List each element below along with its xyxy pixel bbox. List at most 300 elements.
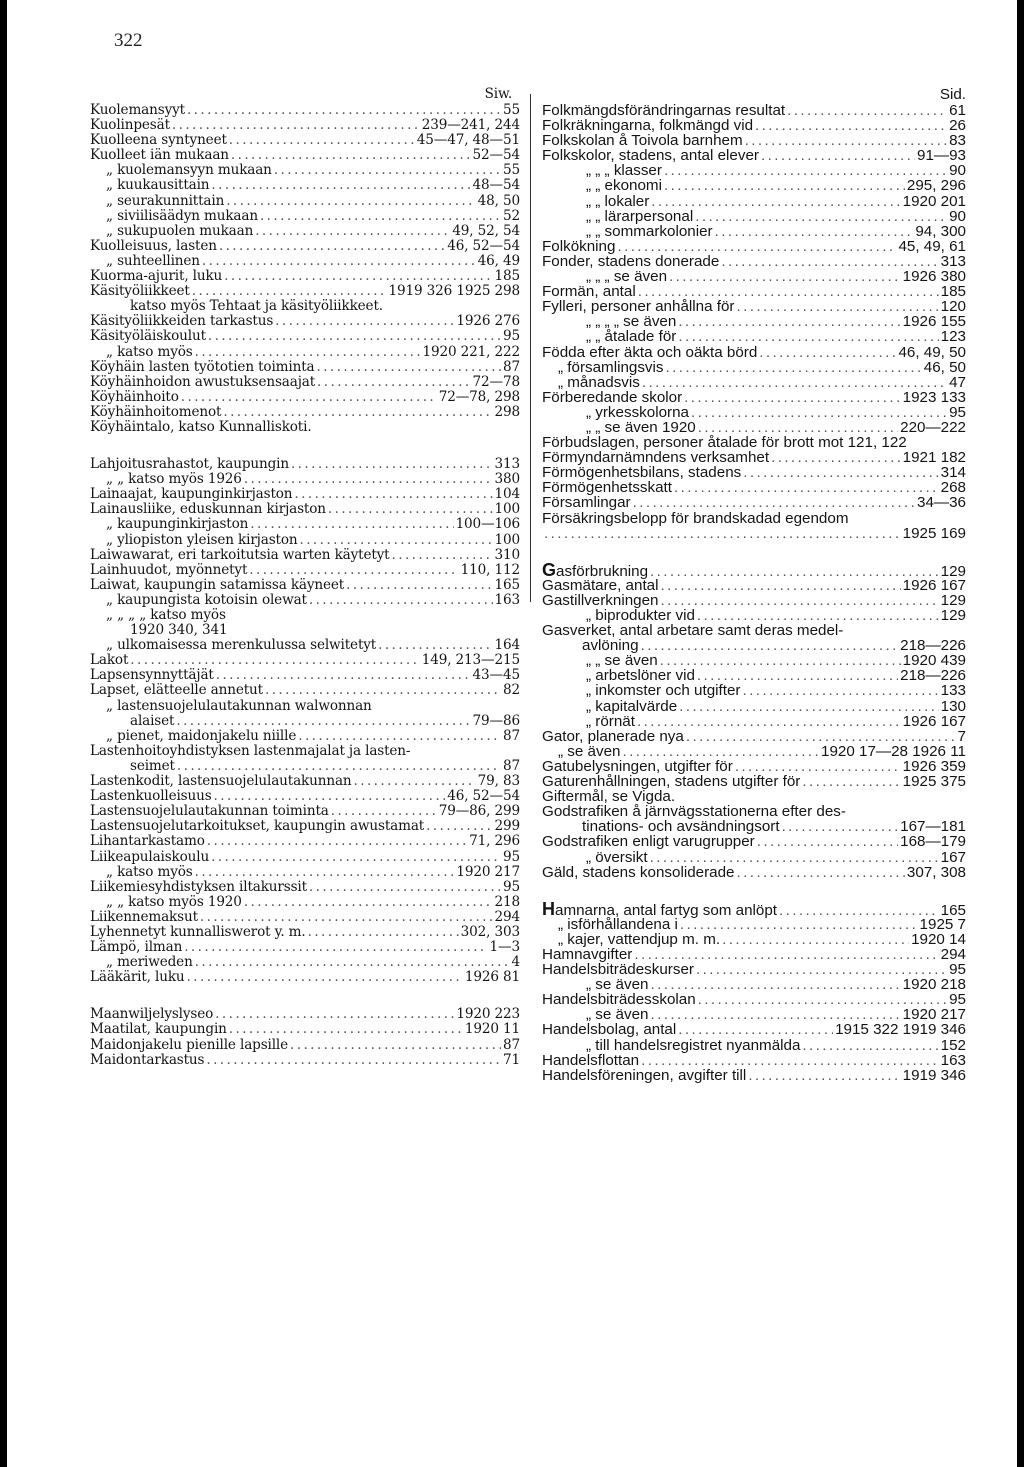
dot-leader xyxy=(680,917,918,932)
page-reference: 100 xyxy=(494,501,520,518)
page-reference: 163 xyxy=(940,1051,966,1069)
entry-term: Maatilat, kaupungin xyxy=(90,1021,227,1038)
page-reference: 95 xyxy=(503,848,520,865)
dot-leader xyxy=(298,729,501,744)
index-entry xyxy=(542,133,966,148)
page-reference: 46, 50 xyxy=(923,358,966,376)
index-entry xyxy=(90,178,520,193)
dot-leader xyxy=(299,533,492,548)
entry-term: Lastenkuolleisuus xyxy=(90,788,212,805)
page-reference: 130 xyxy=(940,697,966,715)
dot-leader xyxy=(200,910,493,925)
page-reference: 4 xyxy=(511,954,520,971)
index-entry xyxy=(90,759,520,774)
dot-leader xyxy=(211,178,470,193)
entry-term: Formän, antal xyxy=(542,283,636,301)
page-reference: 168—179 xyxy=(900,833,966,851)
page-reference: 45, 49, 61 xyxy=(898,237,966,255)
entry-term: Laiwawarat, eri tarkoitutsia warten käytetyt xyxy=(90,546,390,563)
index-entry xyxy=(542,299,966,314)
entry-term: Lainausliike, eduskunnan kirjaston xyxy=(90,501,326,518)
entry-term: Godstrafiken enligt varugrupper xyxy=(542,833,755,851)
page-reference: 218—226 xyxy=(900,637,966,655)
dot-leader xyxy=(274,163,501,178)
page-reference: 72—78 xyxy=(472,373,520,390)
dot-leader xyxy=(202,254,476,269)
entry-term: Hamnavgifter xyxy=(542,945,633,963)
index-entry xyxy=(542,653,966,668)
dot-leader xyxy=(290,1038,501,1053)
index-entry xyxy=(542,593,966,608)
index-entry xyxy=(90,269,520,284)
index-entry xyxy=(542,511,966,526)
dot-leader xyxy=(195,955,510,970)
index-entry xyxy=(542,804,966,819)
entry-term: Folkmängdsförändringarnas resultat xyxy=(542,102,786,119)
page-reference: 45—47, 48—51 xyxy=(416,132,520,149)
page-reference: 48—54 xyxy=(472,177,520,194)
dot-leader xyxy=(661,578,901,593)
index-entry xyxy=(90,420,520,435)
entry-term: „ „ „ se även xyxy=(586,268,668,286)
page-reference: 149, 213—215 xyxy=(421,652,520,669)
page-reference: 26 xyxy=(949,117,966,135)
entry-term: Liikemiesyhdistyksen iltakurssit xyxy=(90,878,307,895)
dot-leader xyxy=(309,880,501,895)
dot-leader xyxy=(748,1068,900,1083)
index-entry xyxy=(542,405,966,420)
entry-term: Lainhuudot, myönnetyt xyxy=(90,561,248,578)
entry-term: Käsityöliikkeet xyxy=(90,283,190,300)
index-entry xyxy=(90,375,520,390)
index-entry xyxy=(90,405,520,420)
entry-term: Handelsbiträdesskolan xyxy=(542,991,696,1009)
page-reference: 268 xyxy=(940,479,966,497)
index-entry xyxy=(542,947,966,962)
entry-term: Köyhäinhoidon awustuksensaajat xyxy=(90,373,316,390)
dot-leader xyxy=(206,1053,501,1068)
page-reference: 61 xyxy=(949,102,966,119)
index-entry xyxy=(542,329,966,344)
index-entry xyxy=(90,895,520,910)
page-reference: 48, 50 xyxy=(477,192,520,209)
dot-leader xyxy=(782,819,899,834)
dot-leader xyxy=(651,194,900,209)
page-reference: 87 xyxy=(503,358,520,375)
entry-term: Käsityöliikkeiden tarkastus xyxy=(90,313,274,330)
entry-term: Lapsensynnyttäjät xyxy=(90,667,214,684)
section-initial-letter: H xyxy=(542,898,555,919)
page-reference: 87 xyxy=(503,1036,520,1053)
dot-leader xyxy=(743,465,938,480)
dot-leader xyxy=(686,729,956,744)
page-reference: 95 xyxy=(949,961,966,979)
entry-term: „ „ katso myös 1920 xyxy=(106,893,242,910)
entry-term: Kuolleena syntyneet xyxy=(90,132,227,149)
dot-leader xyxy=(697,668,898,683)
entry-term: „ översikt xyxy=(586,848,648,866)
index-entry xyxy=(542,559,966,580)
entry-term: Gatubelysningen, utgifter för xyxy=(542,757,733,775)
dot-leader xyxy=(223,405,492,420)
dot-leader xyxy=(633,495,915,510)
page-reference: 110, 112 xyxy=(460,561,520,578)
entry-term: „ „ ekonomi xyxy=(586,177,662,195)
page-reference: 1920 14 xyxy=(911,930,966,948)
index-entry xyxy=(90,390,520,405)
index-entry xyxy=(542,865,966,880)
page-reference: 1921 182 xyxy=(902,449,966,467)
page-reference: 1926 81 xyxy=(464,969,520,986)
index-entry xyxy=(90,487,520,502)
dot-leader xyxy=(249,563,458,578)
index-entry xyxy=(90,457,520,472)
entry-term: „ „ lokaler xyxy=(586,192,650,210)
index-entry xyxy=(90,865,520,880)
entry-term: „ församlingsvis xyxy=(558,358,664,376)
index-entry xyxy=(90,940,520,955)
dot-leader xyxy=(661,593,939,608)
page-reference: 1920 221, 222 xyxy=(422,343,520,360)
page-reference: 310 xyxy=(494,546,520,563)
entry-term: Lämpö, ilman xyxy=(90,939,183,956)
entry-term: „ kaupunginkirjaston xyxy=(106,516,249,533)
index-entry xyxy=(90,699,520,714)
entry-term: „ katso myös xyxy=(106,343,193,360)
entry-term: „ kaupungista kotoisin olewat xyxy=(106,591,307,608)
entry-term: alaiset xyxy=(130,712,175,729)
page-reference: 123 xyxy=(940,328,966,346)
entry-term: „ se även xyxy=(586,1006,649,1024)
entry-term: Fylleri, personer anhållna för xyxy=(542,298,735,316)
page-reference: 46, 52—54 xyxy=(447,788,520,805)
page-reference: 1920 223 xyxy=(456,1006,520,1023)
dot-leader xyxy=(650,850,939,865)
dot-leader xyxy=(291,457,493,472)
index-entry xyxy=(542,103,966,118)
dot-leader xyxy=(346,578,492,593)
dot-leader xyxy=(226,194,475,209)
dot-leader xyxy=(316,360,501,375)
dot-leader xyxy=(426,819,492,834)
index-entry xyxy=(542,284,966,299)
index-entry xyxy=(542,774,966,789)
index-entry xyxy=(90,880,520,895)
index-entry xyxy=(542,1053,966,1068)
index-entry xyxy=(90,638,520,653)
index-entry xyxy=(542,495,966,510)
index-entry xyxy=(542,608,966,623)
page-reference: 1920 201 xyxy=(902,192,966,210)
section-gap xyxy=(542,541,966,563)
entry-term: Lapset, elätteelle annetut xyxy=(90,682,263,699)
page-reference: 220—222 xyxy=(900,418,966,436)
page-reference: 314 xyxy=(940,464,966,482)
entry-term: „ siviilisäädyn mukaan xyxy=(106,207,258,224)
index-entry xyxy=(542,917,966,932)
index-entry xyxy=(90,118,520,133)
index-section xyxy=(90,1007,520,1067)
entry-term: Gäld, stadens konsoliderade xyxy=(542,863,735,881)
page-reference: 94, 300 xyxy=(915,222,966,240)
dot-leader xyxy=(187,103,501,118)
index-column-finnish xyxy=(90,86,520,1068)
entry-term: „ lastensuojelulautakunnan walwonnan xyxy=(106,697,372,714)
index-entry xyxy=(542,420,966,435)
page-reference: 43—45 xyxy=(472,667,520,684)
index-entry xyxy=(542,345,966,360)
index-entry xyxy=(90,284,520,299)
page-reference: 46, 49, 50 xyxy=(898,343,966,361)
dot-leader xyxy=(265,683,501,698)
index-entry xyxy=(90,970,520,985)
page-reference: 82 xyxy=(503,682,520,699)
page-reference: 71, 296 xyxy=(469,833,520,850)
index-entry xyxy=(542,390,966,405)
entry-term: Köyhäintalo, katso Kunnalliskoti. xyxy=(90,418,312,435)
index-entry xyxy=(542,1038,966,1053)
index-entry xyxy=(542,992,966,1007)
index-entry xyxy=(90,729,520,744)
index-entry xyxy=(90,239,520,254)
dot-leader xyxy=(317,375,471,390)
dot-leader xyxy=(207,834,467,849)
page-reference: 129 xyxy=(940,591,966,609)
page-reference: 152 xyxy=(940,1036,966,1054)
index-entry xyxy=(90,668,520,683)
dot-leader xyxy=(211,850,501,865)
dot-leader xyxy=(691,405,947,420)
entry-term: „ seurakunnittain xyxy=(106,192,225,209)
index-entry xyxy=(542,850,966,865)
page-reference: 79—86 xyxy=(472,712,520,729)
entry-term: Förmögenhetsskatt xyxy=(542,479,672,497)
dot-leader xyxy=(721,254,938,269)
dot-leader xyxy=(392,548,493,563)
index-entry xyxy=(542,1022,966,1037)
page-reference: 163 xyxy=(494,591,520,608)
index-entry xyxy=(542,683,966,698)
entry-term: Handelsbiträdeskurser xyxy=(542,961,694,979)
index-entry xyxy=(542,254,966,269)
page-reference: 298 xyxy=(494,403,520,420)
entry-term: Lastensuojelulautakunnan toiminta xyxy=(90,803,329,820)
index-entry xyxy=(90,329,520,344)
index-entry xyxy=(542,714,966,729)
index-entry xyxy=(542,819,966,834)
page-reference: 79, 83 xyxy=(477,773,520,790)
index-entry xyxy=(90,472,520,487)
entry-term: „ inkomster och utgifter xyxy=(586,682,741,700)
dot-leader xyxy=(715,224,914,239)
dot-leader xyxy=(255,224,450,239)
page-reference: 129 xyxy=(940,562,966,580)
index-entry xyxy=(542,209,966,224)
entry-term: Gasförbrukning xyxy=(542,559,649,580)
dot-leader xyxy=(802,774,900,789)
dot-leader xyxy=(641,638,899,653)
dot-leader xyxy=(244,472,493,487)
entry-term: „ „ åtalade för xyxy=(586,328,677,346)
entry-term: „ till handelsregistret nyanmälda xyxy=(586,1036,801,1054)
entry-term: „ yrkesskolorna xyxy=(586,403,689,421)
page-reference: 299 xyxy=(494,818,520,835)
dot-leader xyxy=(229,1022,463,1037)
entry-term: „ se även xyxy=(586,976,649,994)
page-reference: 295, 296 xyxy=(906,177,966,195)
entry-term: seimet xyxy=(130,757,175,774)
entry-term: „ yliopiston yleisen kirjaston xyxy=(106,531,298,548)
entry-term: Folkskolan å Toivola barnhem xyxy=(542,132,743,150)
index-entry xyxy=(542,269,966,284)
dot-leader xyxy=(669,269,901,284)
index-entry xyxy=(542,789,966,804)
index-entry xyxy=(90,714,520,729)
page-reference: 1920 11 xyxy=(464,1021,520,1038)
page-reference: 302, 303 xyxy=(460,923,520,940)
page-reference: 49, 52, 54 xyxy=(452,222,520,239)
section-gap xyxy=(90,985,520,1007)
dot-leader xyxy=(181,390,437,405)
page-reference: 79—86, 299 xyxy=(438,803,520,820)
page-reference: 95 xyxy=(503,878,520,895)
entry-term: „ kuukausittain xyxy=(106,177,210,194)
page-number: 322 xyxy=(114,30,143,51)
entry-term: Hamnarna, antal fartyg som anlöpt xyxy=(542,898,778,919)
dot-leader xyxy=(244,895,493,910)
index-section xyxy=(542,898,966,1084)
index-entry xyxy=(90,103,520,118)
page-reference: 185 xyxy=(940,283,966,301)
index-entry xyxy=(90,819,520,834)
dot-leader xyxy=(331,804,437,819)
index-entry xyxy=(90,148,520,163)
column-heading: Siw. xyxy=(484,86,512,102)
entry-term: „ „ „ „ se även xyxy=(586,313,677,331)
page-reference: 7 xyxy=(957,727,966,745)
entry-term: „ se även xyxy=(558,742,621,760)
index-entry xyxy=(542,638,966,653)
dot-leader xyxy=(722,932,909,947)
dot-leader xyxy=(664,163,947,178)
page-reference: 129 xyxy=(940,607,966,624)
index-entry xyxy=(90,925,520,940)
page-reference: 307, 308 xyxy=(906,863,966,881)
index-entry xyxy=(542,1068,966,1083)
page-reference: 167 xyxy=(940,848,966,866)
page-reference: 47 xyxy=(949,373,966,391)
page-reference: 55 xyxy=(503,162,520,179)
entry-term: „ „ „ „ katso myös xyxy=(106,607,226,623)
index-entry xyxy=(542,1007,966,1022)
dot-leader xyxy=(771,450,901,465)
entry-term: Gasverket, antal arbetare samt deras medel- xyxy=(542,622,844,640)
index-entry xyxy=(542,623,966,638)
index-entry xyxy=(542,375,966,390)
dot-leader xyxy=(617,239,896,254)
entry-term: Godstrafiken å järnvägsstationerna efter des- xyxy=(542,803,846,821)
page-reference: 95 xyxy=(949,403,966,421)
index-entry xyxy=(542,729,966,744)
entry-term: Gastillverkningen xyxy=(542,591,659,609)
dot-leader xyxy=(678,329,938,344)
entry-term: Handelsbolag, antal xyxy=(542,1021,677,1039)
entry-term: „ sukupuolen mukaan xyxy=(106,222,254,239)
index-entry xyxy=(542,118,966,133)
index-entry xyxy=(542,360,966,375)
index-entry xyxy=(542,480,966,495)
page-reference: 1920 17—28 1926 11 xyxy=(821,742,966,760)
entry-term: Kuolinpesät xyxy=(90,117,170,134)
index-entry xyxy=(90,1053,520,1068)
dot-leader xyxy=(638,284,939,299)
section-initial-letter: G xyxy=(542,559,557,580)
page-reference: 294 xyxy=(494,908,520,925)
page-reference: 1920 439 xyxy=(902,652,966,670)
index-section xyxy=(542,103,966,541)
entry-term: Gasmätare, antal xyxy=(542,576,659,594)
index-entry xyxy=(90,563,520,578)
page-reference: 46, 49 xyxy=(477,252,520,269)
page-reference: 104 xyxy=(494,486,520,503)
entry-term: Giftermål, se Vigda. xyxy=(542,788,676,806)
dot-leader xyxy=(695,209,947,224)
index-entry xyxy=(90,502,520,517)
dot-leader xyxy=(229,133,415,148)
dot-leader xyxy=(698,420,898,435)
page-reference: 90 xyxy=(949,207,966,225)
dot-leader xyxy=(224,269,492,284)
entry-term: „ biprodukter vid xyxy=(586,607,695,624)
index-entry xyxy=(90,1007,520,1022)
index-entry xyxy=(90,774,520,789)
page-reference: 1920 217 xyxy=(456,863,520,880)
entry-term: Kuolleet iän mukaan xyxy=(90,147,229,164)
dot-leader xyxy=(354,774,476,789)
entry-term: Folkräkningarna, folkmängd vid xyxy=(542,117,754,135)
entry-term: „ „ se även 1920 xyxy=(586,418,696,436)
dot-leader xyxy=(697,608,939,623)
entry-term: Folkökning xyxy=(542,237,616,255)
page-reference: 1925 7 xyxy=(919,915,966,933)
entry-term: „ isförhållandena i xyxy=(558,915,678,933)
dot-leader xyxy=(735,759,901,774)
page-reference: 165 xyxy=(940,901,966,919)
page-reference: 1919 346 xyxy=(902,1066,966,1084)
page-reference: 1926 155 xyxy=(902,313,966,331)
index-entry xyxy=(542,962,966,977)
entry-term: Köyhäin lasten työtotien toiminta xyxy=(90,358,315,375)
index-entry xyxy=(90,314,520,329)
index-column-swedish xyxy=(542,86,966,1083)
entry-term: „ rörnät xyxy=(586,712,635,730)
index-entry xyxy=(542,178,966,193)
dot-leader xyxy=(742,683,938,698)
index-entry xyxy=(90,578,520,593)
page-reference: 1926 167 xyxy=(902,576,966,594)
dot-leader xyxy=(214,789,446,804)
index-entry xyxy=(542,224,966,239)
entry-term: „ månadsvis xyxy=(558,373,640,391)
page-reference: 72—78, 298 xyxy=(438,388,520,405)
entry-term: Lääkärit, luku xyxy=(90,969,185,986)
entry-term: Lahjoitusrahastot, kaupungin xyxy=(90,456,289,473)
index-entry xyxy=(542,314,966,329)
dot-leader xyxy=(378,638,492,653)
dot-leader xyxy=(544,526,901,541)
column-heading: Sid. xyxy=(939,86,966,103)
page-reference: 218—226 xyxy=(900,667,966,685)
